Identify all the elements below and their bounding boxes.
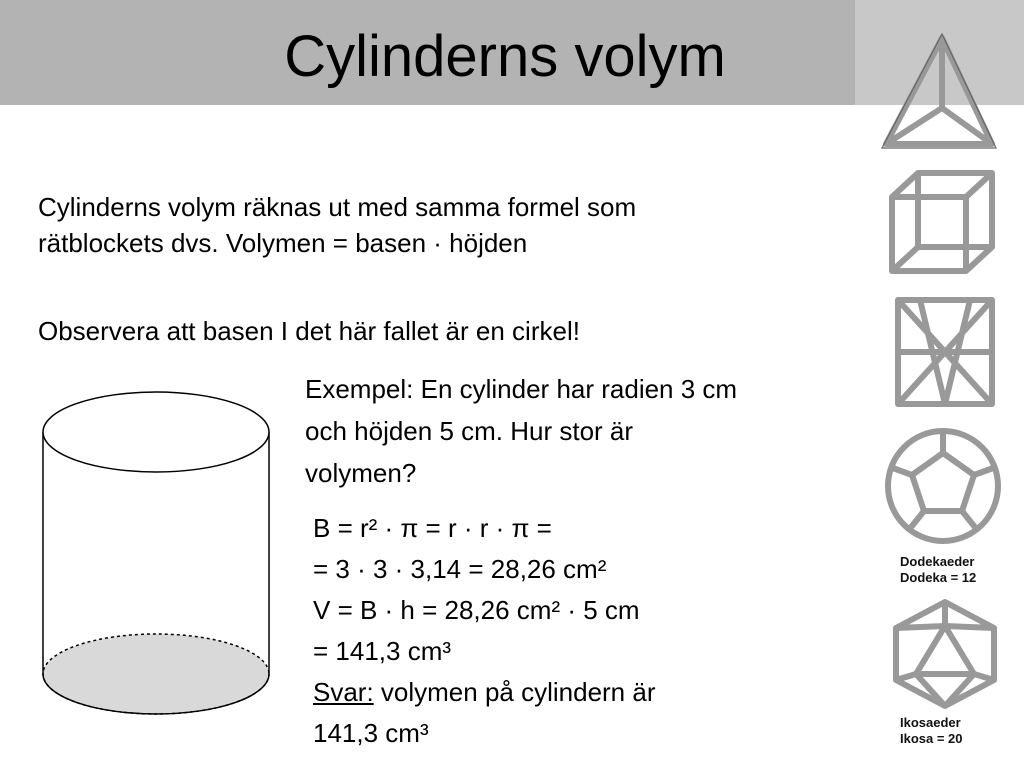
formula-paragraph [38, 189, 848, 261]
observation-paragraph: Observera att basen I det här fallet är en cirkel! [38, 316, 580, 346]
octahedron-icon [890, 292, 1000, 412]
example-line-3: volymen? [305, 458, 417, 488]
answer-text: volymen på cylindern är [373, 677, 656, 707]
dodecahedron-icon [882, 425, 1004, 547]
icosahedron-label-name: Ikosaeder [900, 715, 961, 730]
icosahedron-icon [886, 598, 1004, 710]
cylinder-top [43, 392, 269, 472]
dodecahedron-label [900, 554, 976, 586]
answer-value: 141,3 cm³ [313, 718, 429, 748]
example-paragraph [305, 368, 885, 494]
calc-line-4: = 141,3 cm³ [313, 636, 452, 666]
answer-label: Svar: [313, 677, 374, 707]
cylinder-illustration [38, 388, 274, 718]
calc-line-2: = 3 · 3 · 3,14 = 28,26 cm² [313, 554, 607, 584]
answer-line [313, 672, 853, 713]
cube-icon [882, 165, 1002, 280]
dodecahedron-label-count: Dodeka = 12 [900, 570, 977, 585]
icosahedron-label [900, 715, 963, 747]
icosahedron-label-count: Ikosa = 20 [900, 731, 963, 746]
example-line-1: Exempel: En cylinder har radien 3 cm [305, 374, 738, 404]
tetrahedron-icon [878, 30, 998, 155]
formula-line-1: Cylinderns volym räknas ut med samma formel som [38, 192, 637, 222]
dodecahedron-label-name: Dodekaeder [900, 554, 975, 569]
formula-line-2: rätblockets dvs. Volymen = basen · höjden [38, 228, 528, 258]
slide-title: Cylinderns volym [284, 24, 726, 89]
example-line-2: och höjden 5 cm. Hur stor är [305, 416, 634, 446]
calculation-block [313, 508, 853, 754]
calc-line-3: V = B · h = 28,26 cm² · 5 cm [313, 595, 640, 625]
calc-line-1: B = r² · π = r · r · π = [313, 513, 552, 543]
